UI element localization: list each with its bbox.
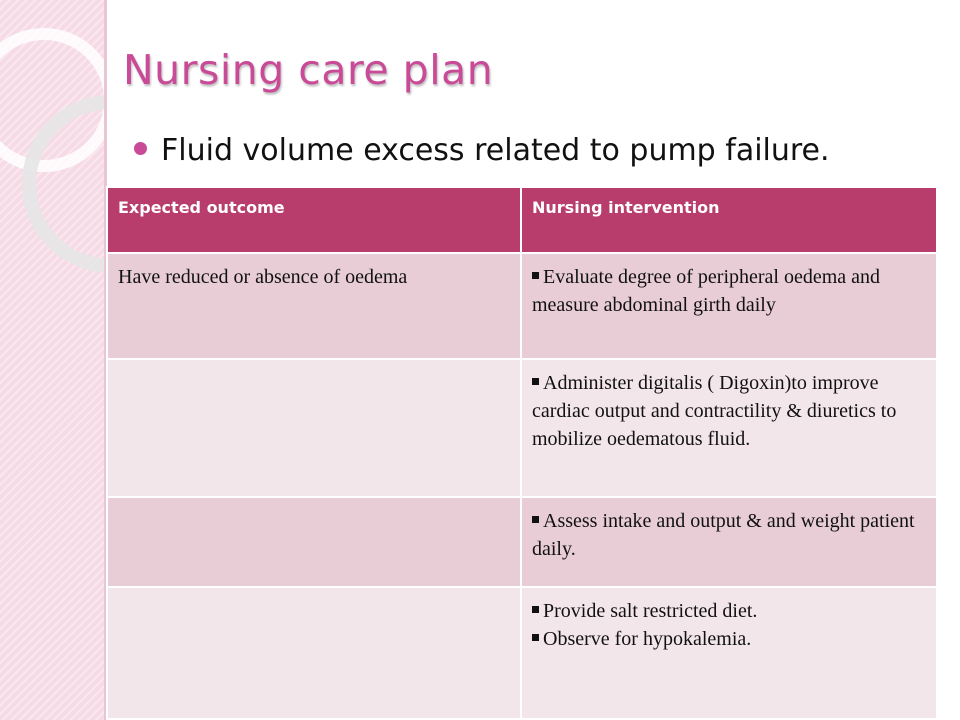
intervention-item bbox=[532, 369, 926, 453]
intervention-text: Provide salt restricted diet. bbox=[543, 600, 758, 622]
intervention-item bbox=[532, 263, 926, 319]
outcome-cell bbox=[107, 359, 521, 497]
square-bullet-icon bbox=[532, 516, 539, 523]
bullet-text: Fluid volume excess related to pump failure. bbox=[161, 133, 830, 168]
slide-title: Nursing care plan bbox=[123, 46, 494, 94]
table-row bbox=[107, 587, 937, 719]
bullet-dot-icon bbox=[134, 142, 147, 155]
bullet-item bbox=[134, 133, 830, 168]
table-row bbox=[107, 497, 937, 587]
intervention-text: Observe for hypokalemia. bbox=[543, 628, 752, 650]
intervention-cell bbox=[521, 253, 937, 359]
intervention-text: Assess intake and output & and weight patient daily. bbox=[532, 510, 915, 560]
intervention-item bbox=[532, 597, 926, 625]
intervention-cell bbox=[521, 497, 937, 587]
table-row bbox=[107, 253, 937, 359]
square-bullet-icon bbox=[532, 606, 539, 613]
intervention-cell bbox=[521, 587, 937, 719]
intervention-item bbox=[532, 625, 926, 653]
care-plan-table bbox=[106, 186, 938, 720]
table-header-row bbox=[107, 187, 937, 253]
intervention-text: Evaluate degree of peripheral oedema and measure abdominal girth daily bbox=[532, 266, 881, 316]
intervention-cell bbox=[521, 359, 937, 497]
square-bullet-icon bbox=[532, 634, 539, 641]
intervention-text: Administer digitalis ( Digoxin)to improve cardiac output and contractility & diuretics to mobilize oedematous fluid. bbox=[532, 372, 897, 450]
intervention-item bbox=[532, 507, 926, 563]
header-nursing-intervention: Nursing intervention bbox=[521, 187, 937, 253]
table-row bbox=[107, 359, 937, 497]
square-bullet-icon bbox=[532, 272, 539, 279]
outcome-cell: Have reduced or absence of oedema bbox=[107, 253, 521, 359]
square-bullet-icon bbox=[532, 378, 539, 385]
outcome-cell bbox=[107, 497, 521, 587]
decorative-sidebar bbox=[0, 0, 104, 720]
outcome-cell bbox=[107, 587, 521, 719]
header-expected-outcome: Expected outcome bbox=[107, 187, 521, 253]
